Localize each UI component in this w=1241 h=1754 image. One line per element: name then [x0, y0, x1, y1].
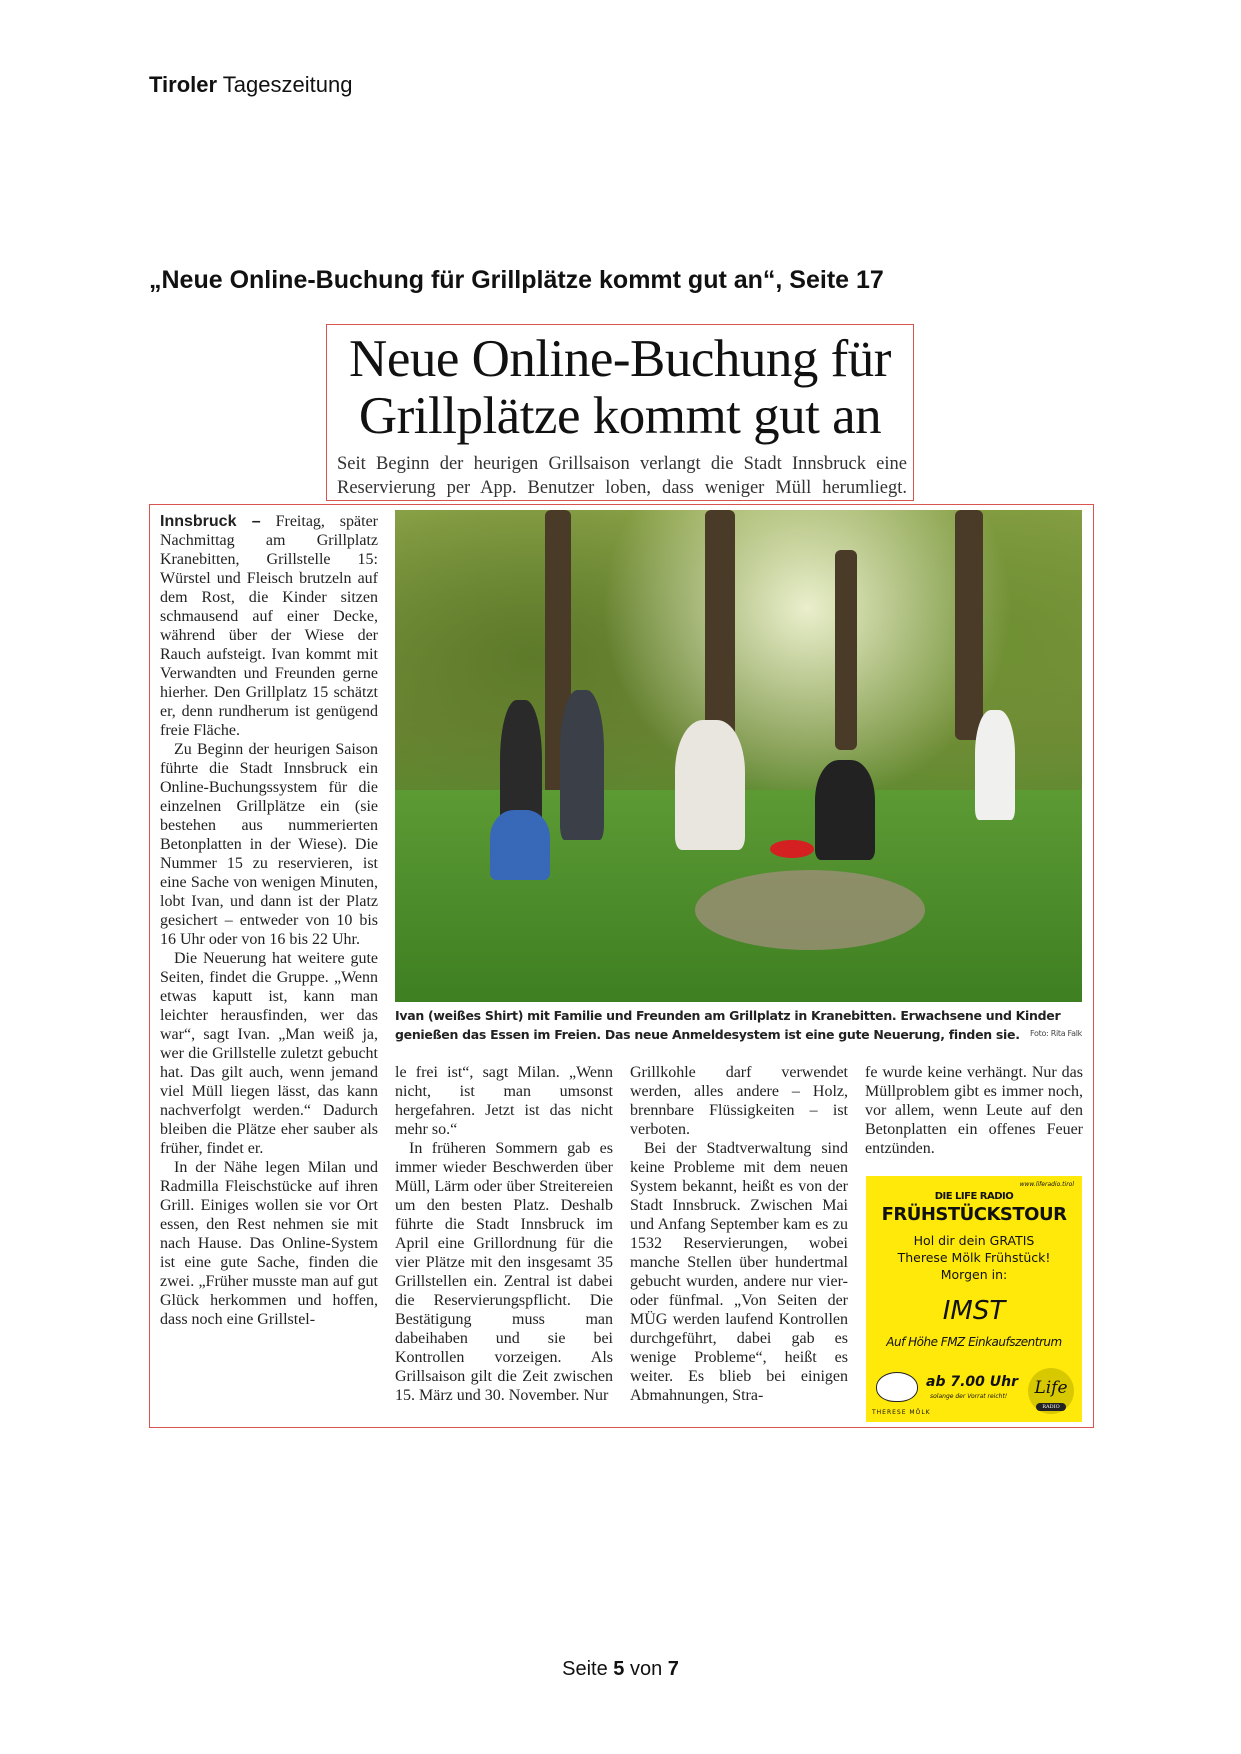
ad-location: Auf Höhe FMZ Einkaufszentrum [886, 1335, 1062, 1349]
headline-line-2: Grillplätze kommt gut an [358, 387, 882, 445]
ad-offer-line-1: Hol dir dein GRATIS [913, 1233, 1035, 1248]
ad-city: IMST [942, 1296, 1006, 1326]
article-column-3 [630, 1063, 848, 1405]
dateline: Innsbruck – [160, 513, 261, 530]
paragraph: Grillkohle darf verwendet werden, alles andere – Holz, brennbare Flüssigkeiten – ist verboten. [630, 1064, 848, 1138]
paragraph: Die Neuerung hat weitere gute Seiten, findet die Gruppe. „Wenn etwas kaputt ist, kann man leichter herausfinden, wer das war“, sagt Ivan. „Man weiß ja, wer die Grillstelle zuletzt gebucht hat. Das gilt auch, wenn jemand viel Müll liegen lässt, das kann nachverfolgt werden.“ Dadurch bleiben die Plätze eher sauber als früher, findet er. [160, 950, 378, 1157]
bread-logo-icon [876, 1372, 918, 1402]
logo-text: Life [1034, 1378, 1068, 1398]
paragraph: fe wurde keine verhängt. Nur das Müllproblem gibt es immer noch, vor allem, wenn Leute auf den Betonplatten ein offenes Feuer entzünden. [865, 1064, 1083, 1157]
ad-offer-line-3: Morgen in: [940, 1267, 1008, 1282]
paragraph: In früheren Sommern gab es immer wieder Beschwerden über Müll, Lärm oder über Streitereien um den besten Platz. Deshalb führte die Stadt Innsbruck im April eine Grillordnung für die vier Plätze mit den insgesamt 35 Grillstellen ein. Zentral ist dabei die Reservierungspflicht. Die Bestätigung muss man dabeihaben und sie bei Kontrollen vorzeigen. Als Grillsaison gilt die Zeit zwischen 15. März und 30. November. Nur [395, 1140, 613, 1404]
headline-line-1: Neue Online-Buchung für [349, 330, 891, 388]
footer-prefix: Seite [562, 1658, 608, 1680]
ad-brand: THERESE MÖLK [872, 1409, 931, 1416]
page-footer [0, 1658, 1241, 1681]
ad-title: FRÜHSTÜCKSTOUR [881, 1204, 1067, 1225]
article-column-2 [395, 1063, 613, 1405]
article-column-1 [160, 512, 378, 1329]
headline [327, 331, 913, 445]
paragraph: Zu Beginn der heurigen Saison führte die Stadt Innsbruck ein Online-Buchungssystem für die einzelnen Grillplätze ein (sie bestehen aus nummerierten Betonplatten in der Wiese). Die Nummer 15 zu reservieren, ist eine Sache von wenigen Minuten, lobt Ivan, und dann ist der Platz gesichert – entweder von 10 bis 16 Uhr oder von 16 bis 22 Uhr. [160, 741, 378, 948]
caption-text: Ivan (weißes Shirt) mit Familie und Freunden am Grillplatz in Kranebitten. Erwachsene und Kinder genießen das Essen im Freien. Das neue Anmeldesystem ist eine gute Neuerung, finden sie. [395, 1008, 1061, 1042]
total-pages: 7 [667, 1658, 679, 1680]
publication-name-bold: Tiroler [149, 72, 218, 97]
ad-note: solange der Vorrat reicht! [930, 1393, 1008, 1400]
paragraph: le frei ist“, sagt Milan. „Wenn nicht, ist man umsonst hergefahren. Jetzt ist das nicht mehr so.“ [395, 1064, 613, 1138]
publication-name-rest: Tageszeitung [222, 72, 353, 97]
current-page: 5 [613, 1658, 625, 1680]
logo-subtext: RADIO [1036, 1403, 1066, 1411]
ad-line-1: DIE LIFE RADIO [934, 1191, 1014, 1202]
ad-offer-line-2: Therese Mölk Frühstück! [897, 1250, 1051, 1265]
article-photo [395, 510, 1082, 1002]
photo-caption [395, 1006, 1082, 1044]
photo-credit: Foto: Rita Falk [1030, 1029, 1082, 1038]
ad-url: www.liferadio.tirol [1019, 1181, 1074, 1188]
lead-paragraph: Seit Beginn der heurigen Grillsaison verlangt die Stadt Innsbruck eine Reservierung per App. Benutzer loben, dass weniger Müll herumliegt. [337, 454, 907, 498]
paragraph-text: Freitag, später Nachmittag am Grillplatz Kranebitten, Grillstelle 15: Würstel und Fleisch brutzeln auf dem Rost, die Kinder sitzen schmausend auf einer Decke, während über der Wiese der Rauch aufsteigt. Ivan kommt mit Verwandten und Freunden gerne hierher. Den Grillplatz 15 schätzt er, denn rundherum ist genügend freie Fläche. [160, 513, 379, 739]
advertisement [866, 1176, 1082, 1422]
paragraph [160, 512, 378, 740]
ad-time: ab 7.00 Uhr [926, 1374, 1018, 1390]
headline-box [326, 324, 914, 501]
publication-name [149, 72, 352, 98]
document-title: „Neue Online-Buchung für Grillplätze kommt gut an“, Seite 17 [149, 266, 884, 294]
footer-mid: von [629, 1658, 663, 1680]
paragraph: In der Nähe legen Milan und Radmilla Fleischstücke auf ihren Grill. Einiges wollen sie vor Ort essen, den Rest nehmen sie mit nach Hause. Das Online-System ist eine gute Sache, finden die zwei. „Früher musste man auf gut Glück herkommen und hoffen, dass noch eine Grillstel- [160, 1159, 378, 1328]
life-radio-logo-icon [1028, 1368, 1074, 1414]
article-column-4 [865, 1063, 1083, 1158]
ad-offer [866, 1232, 1082, 1283]
paragraph: Bei der Stadtverwaltung sind keine Probleme mit dem neuen System bekannt, heißt es von der Stadt Innsbruck. Zwischen Mai und Anfang September kam es zu 1532 Reservierungen, wobei manche Stellen über hundertmal gebucht wurden, andere nur vier- oder fünfmal. „Von Seiten der MÜG werden laufend Kontrollen durchgeführt, dabei gab es wenige Probleme“, heißt es weiter. Es blieb bei einigen Abmahnungen, Stra- [630, 1140, 848, 1404]
